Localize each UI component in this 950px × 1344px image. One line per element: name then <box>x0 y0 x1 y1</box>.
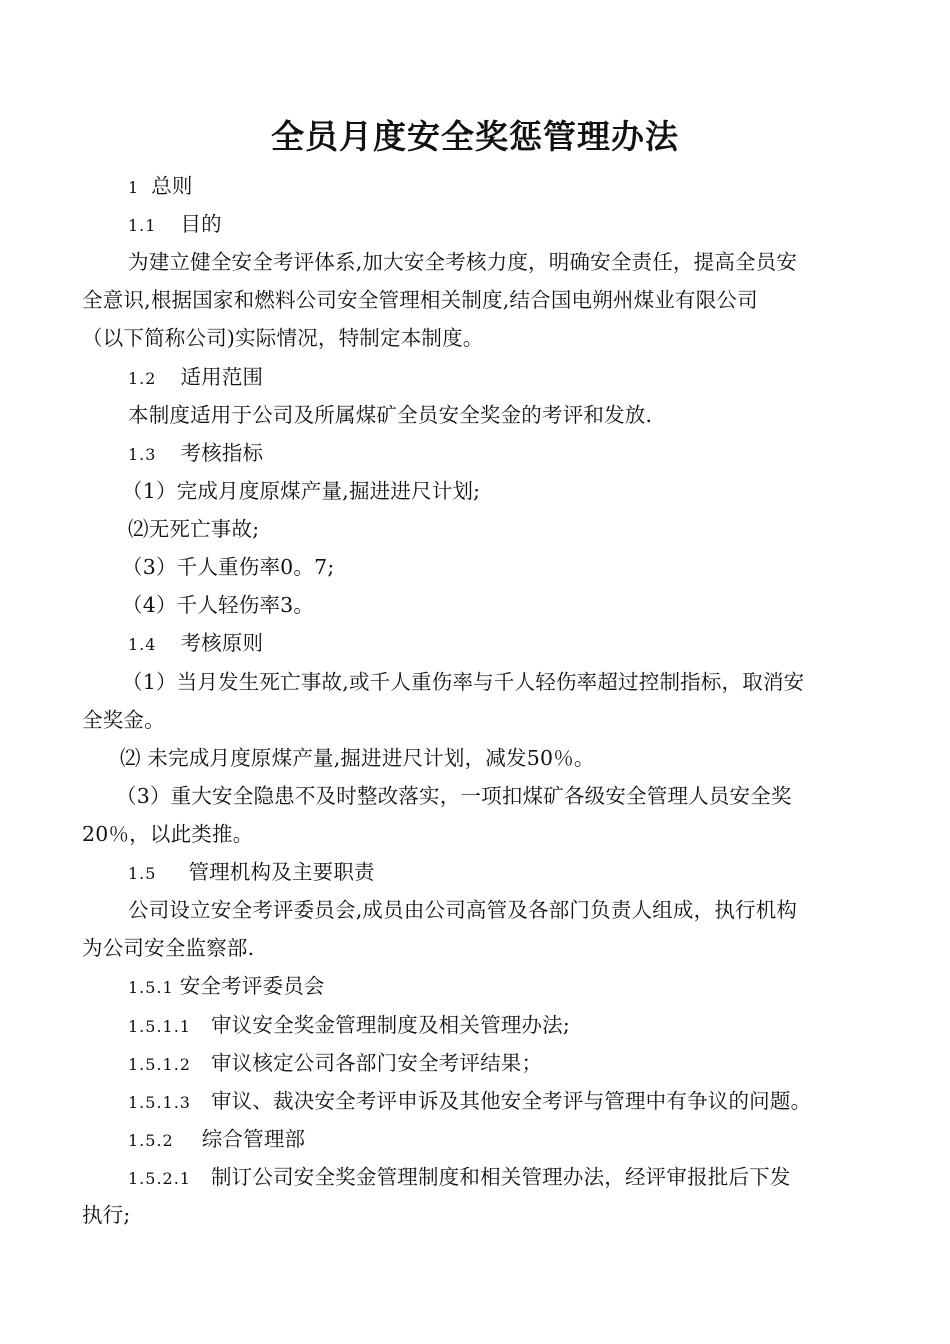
section-number: 1.5.1.2 <box>128 1055 191 1074</box>
paragraph-line: 为建立健全安全考评体系,加大安全考核力度，明确安全责任，提高全员安 <box>128 250 798 274</box>
section-number: 1.5.1.3 <box>128 1093 191 1112</box>
section-heading <box>128 434 918 474</box>
section-title: 审议核定公司各部门安全考评结果； <box>210 1051 543 1075</box>
section-number: 1.5.2.1 <box>128 1169 191 1188</box>
section-title: 总则 <box>151 174 193 198</box>
section-title: 适用范围 <box>180 365 264 389</box>
paragraph-line: 全奖金。 <box>82 708 165 732</box>
list-item: ⑵无死亡事故; <box>128 517 260 541</box>
list-item: （3）重大安全隐患不及时整改落实，一项扣煤矿各级安全管理人员安全奖 <box>116 784 792 808</box>
section-title: 安全考评委员会 <box>179 974 325 998</box>
section-number: 1.2 <box>128 369 157 388</box>
section-heading <box>128 167 918 207</box>
paragraph-line: 全意识,根据国家和燃料公司安全管理相关制度,结合国电朔州煤业有限公司 <box>82 288 758 312</box>
section-title: 目的 <box>180 212 222 236</box>
section-number: 1 <box>128 178 140 197</box>
list-item: （1）完成月度原煤产量,掘进进尺计划; <box>122 479 481 503</box>
list-item: （3）千人重伤率0。7; <box>122 555 335 579</box>
section-heading <box>128 358 918 398</box>
section-heading <box>128 1158 918 1198</box>
paragraph-line: 20％，以此类推。 <box>82 822 254 846</box>
section-heading <box>128 1006 918 1046</box>
section-number: 1.5 <box>128 864 157 883</box>
section-title: 审议、裁决安全考评申诉及其他安全考评与管理中有争议的问题。 <box>210 1089 812 1113</box>
section-title: 综合管理部 <box>201 1127 306 1151</box>
section-number: 1.5.2 <box>128 1131 174 1150</box>
paragraph-line: （以下简称公司)实际情况，特制定本制度。 <box>82 326 484 350</box>
paragraph-line: 执行; <box>82 1203 131 1227</box>
paragraph-line: 为公司安全监察部. <box>82 936 255 960</box>
section-heading <box>128 853 918 893</box>
section-title: 审议安全奖金管理制度及相关管理办法; <box>210 1013 570 1037</box>
paragraph-line: 公司设立安全考评委员会,成员由公司高管及各部门负责人组成，执行机构 <box>128 898 798 922</box>
section-title: 考核原则 <box>180 631 264 655</box>
section-title: 管理机构及主要职责 <box>188 860 375 884</box>
list-item: ⑵ 未完成月度原煤产量,掘进进尺计划，减发50％。 <box>120 746 595 770</box>
section-number: 1.3 <box>128 445 157 464</box>
section-heading <box>128 205 918 245</box>
section-heading <box>128 1044 918 1084</box>
section-number: 1.4 <box>128 635 157 654</box>
section-number: 1.5.1 <box>128 978 174 997</box>
section-title: 制订公司安全奖金管理制度和相关管理办法，经评审报批后下发 <box>210 1165 791 1189</box>
section-title: 考核指标 <box>180 441 264 465</box>
section-number: 1.1 <box>128 216 157 235</box>
paragraph-line: 本制度适用于公司及所属煤矿全员安全奖金的考评和发放. <box>128 403 653 427</box>
document-title: 全员月度安全奖惩管理办法 <box>271 117 679 156</box>
section-heading <box>128 624 918 664</box>
section-heading <box>128 1120 918 1160</box>
list-item: （4）千人轻伤率3。 <box>122 593 315 617</box>
list-item: （1）当月发生死亡事故,或千人重伤率与千人轻伤率超过控制指标，取消安 <box>122 670 805 694</box>
section-number: 1.5.1.1 <box>128 1017 191 1036</box>
section-heading <box>128 967 918 1007</box>
section-heading <box>128 1082 918 1122</box>
